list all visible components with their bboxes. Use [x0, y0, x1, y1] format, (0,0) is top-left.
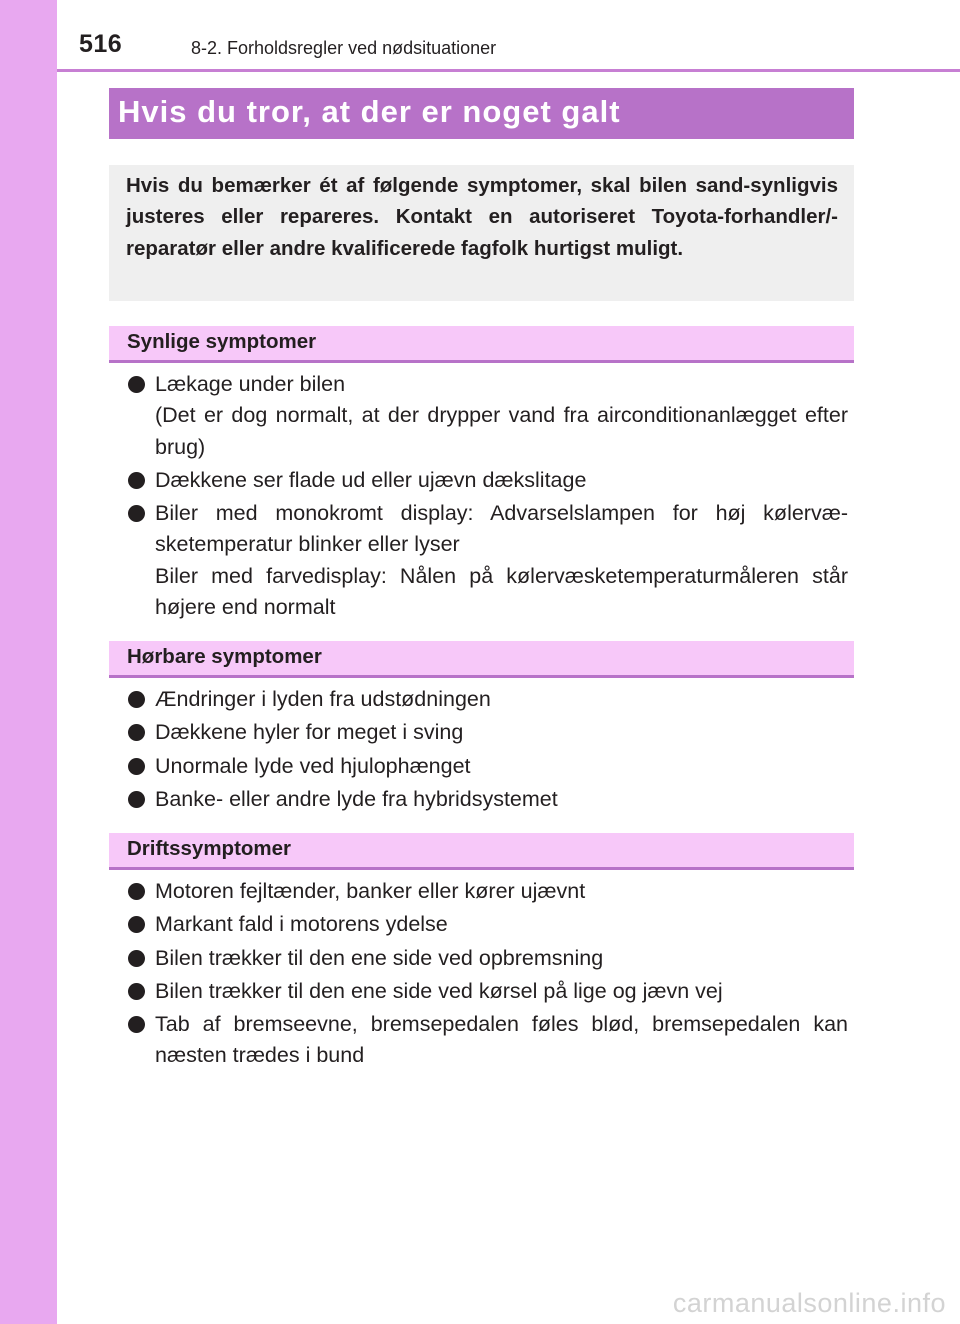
list-item-text: Biler med monokromt display: Advarselslampen for høj kølervæ-sketemperatur blinker eller lyser — [155, 501, 848, 557]
header-divider — [57, 69, 960, 72]
list-item — [128, 465, 848, 496]
list-item — [128, 684, 848, 715]
list-item — [128, 751, 848, 782]
section-header: 8-2. Forholdsregler ved nødsituationer — [191, 38, 497, 58]
list-item-text: Bilen trækker til den ene side ved opbremsning — [155, 945, 604, 970]
list-item-text: Biler med farvedisplay: Nålen på kølervæsketemperaturmåleren står højere end normalt — [155, 563, 848, 620]
section-heading-bar — [109, 641, 854, 678]
bullet-icon — [128, 916, 145, 933]
page-number: 516 — [79, 30, 123, 58]
section-heading: Hørbare symptomer — [127, 645, 322, 668]
page-title: Hvis du tror, at der er noget galt — [118, 94, 621, 129]
list-item — [128, 498, 848, 623]
bullet-icon — [128, 883, 145, 900]
section-heading: Synlige symptomer — [127, 330, 317, 353]
bullet-icon — [128, 691, 145, 708]
bullet-icon — [128, 758, 145, 775]
list-item — [128, 909, 848, 940]
side-color-strip — [0, 0, 57, 1324]
list-item-text: Unormale lyde ved hjulophænget — [155, 753, 471, 778]
section-heading: Driftssymptomer — [127, 837, 292, 860]
bullet-icon — [128, 505, 145, 522]
list-item-text: Ændringer i lyden fra udstødningen — [155, 687, 491, 711]
title-bar — [109, 88, 854, 139]
list-item-text: Tab af bremseevne, bremsepedalen føles blød, bremsepedalen kan næsten trædes i bund — [155, 1012, 848, 1068]
intro-text: Hvis du bemærker ét af følgende symptomer, skal bilen sand-synligvis justeres eller repareres. Kontakt en autoriseret Toyota-forhandler/-reparatør eller andre kvalificerede fagfolk hurtigst muligt. — [126, 174, 838, 260]
bullet-icon — [128, 983, 145, 1000]
list-item — [128, 369, 848, 463]
list-item-text: Bilen trækker til den ene side ved kørsel på lige og jævn vej — [155, 978, 723, 1003]
bullet-icon — [128, 724, 145, 741]
list-item — [128, 976, 848, 1007]
list-item-text: Motoren fejltænder, banker eller kører ujævnt — [155, 879, 586, 903]
list-item-text: Dækkene hyler for meget i sving — [155, 720, 464, 745]
bullet-icon — [128, 1016, 145, 1033]
list-item-text: Markant fald i motorens ydelse — [155, 912, 448, 937]
list-item — [128, 717, 848, 748]
section-heading-bar — [109, 833, 854, 870]
list-item — [128, 1009, 848, 1072]
symptom-list — [128, 369, 848, 625]
bullet-icon — [128, 472, 145, 489]
bullet-icon — [128, 950, 145, 967]
bullet-icon — [128, 791, 145, 808]
list-item — [128, 784, 848, 815]
list-item-text: Dækkene ser flade ud eller ujævn dækslitage — [155, 467, 587, 492]
section-heading-bar — [109, 326, 854, 363]
symptom-list — [128, 684, 848, 817]
list-item-text: Lækage under bilen — [155, 372, 346, 396]
symptom-list — [128, 876, 848, 1074]
list-item-text: Banke- eller andre lyde fra hybridsystemet — [155, 786, 558, 811]
list-item — [128, 876, 848, 907]
list-item-note: (Det er dog normalt, at der drypper vand fra airconditionanlægget efter brug) — [155, 403, 848, 459]
intro-box — [109, 165, 854, 301]
list-item — [128, 943, 848, 974]
bullet-icon — [128, 376, 145, 393]
watermark: carmanualsonline.info — [672, 1288, 946, 1318]
